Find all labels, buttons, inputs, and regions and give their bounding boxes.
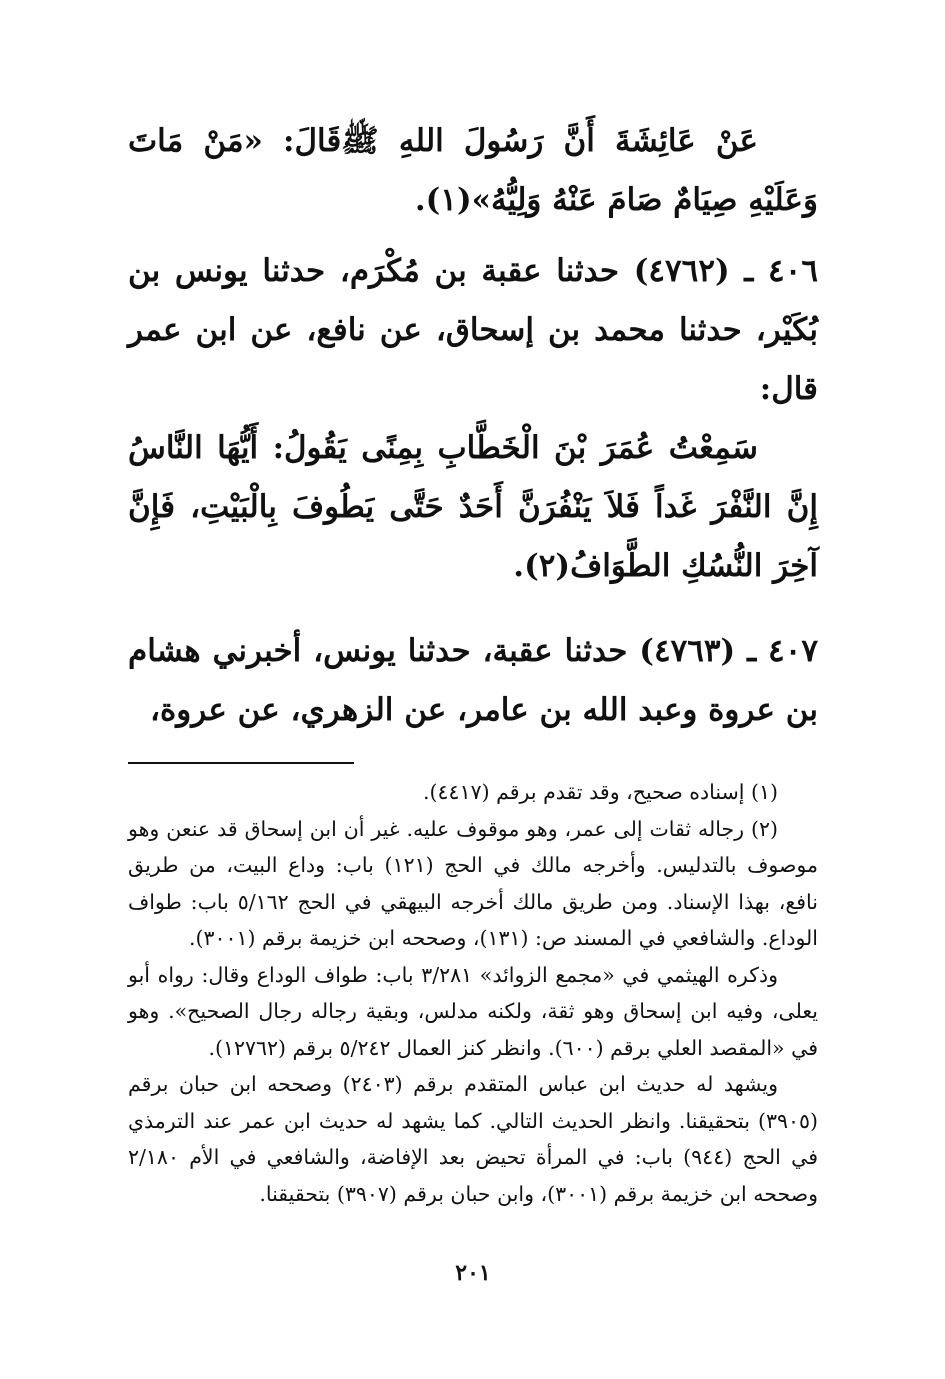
footnote-2-witnesses: ويشهد له حديث ابن عباس المتقدم برقم (٢٤٠٣) وصححه ابن حبان برقم (٣٩٠٥) بتحقيقنا. وانظر الحديث التالي. كما يشهد له حديث ابن عمر عند الترمذي في الحج (٩٤٤) باب: في المرأة تحيض بعد الإفاضة، والشافعي في الأم ٢/١٨٠ وصححه ابن خزيمة برقم (٣٠٠١)، وابن حبان برقم (٣٩٠٧) بتحقيقنا. (128, 1072, 819, 1206)
quote-aisha-paragraph: عَنْ عَائِشَةَ أَنَّ رَسُولَ اللهِ ﷺقَالَ: «مَنْ مَاتَ وَعَلَيْهِ صِيَامٌ صَامَ عَنْهُ وَلِيُّهُ»(١). (128, 123, 818, 218)
footnotes (128, 774, 818, 1212)
footnote-1: (١) إسناده صحيح، وقد تقدم برقم (٤٤١٧). (423, 780, 778, 804)
main-text (128, 112, 818, 740)
hadith-406-paragraph: ٤٠٦ ـ (٤٧٦٢) حدثنا عقبة بن مُكْرَم، حدثنا يونس بن بُكَيْر، حدثنا محمد بن إسحاق، عن نافع، عن ابن عمر قال: (128, 253, 818, 407)
book-page (128, 112, 818, 1352)
quote-umar-paragraph: سَمِعْتُ عُمَرَ بْنَ الْخَطَّابِ بِمِنًى يَقُولُ: أَيُّهَا النَّاسُ إِنَّ النَّفْرَ غَداً فَلاَ يَنْفُرَنَّ أَحَدٌ حَتَّى يَطُوفَ بِالْبَيْتِ، فَإِنَّ آخِرَ النُّسُكِ الطَّوَافُ(٢). (128, 430, 818, 584)
hadith-407-paragraph: ٤٠٧ ـ (٤٧٦٣) حدثنا عقبة، حدثنا يونس، أخبرني هشام بن عروة وعبد الله بن عامر، عن الزهري، عن عروة، (128, 633, 818, 728)
footnote-2: (٢) رجاله ثقات إلى عمر، وهو موقوف عليه. غير أن ابن إسحاق قد عنعن وهو موصوف بالتدليس. وأخرجه مالك في الحج (١٢١) باب: وداع البيت، من طريق نافع، بهذا الإسناد. ومن طريق مالك أخرجه البيهقي في الحج ٥/١٦٢ باب: طواف الوداع. والشافعي في المسند ص: (١٣١)، وصححه ابن خزيمة برقم (٣٠٠١). (128, 816, 819, 950)
footnote-2-continued: وذكره الهيثمي في «مجمع الزوائد» ٣/٢٨١ باب: طواف الوداع وقال: رواه أبو يعلى، وفيه ابن إسحاق وهو ثقة، ولكنه مدلس، وبقية رجاله رجال الصحيح». وهو في «المقصد العلي برقم (٦٠٠). وانظر كنز العمال ٥/٢٤٢ برقم (١٢٧٦٢). (128, 962, 818, 1060)
page-number: ٢٠١ (455, 1260, 491, 1286)
footnote-separator (128, 762, 354, 764)
